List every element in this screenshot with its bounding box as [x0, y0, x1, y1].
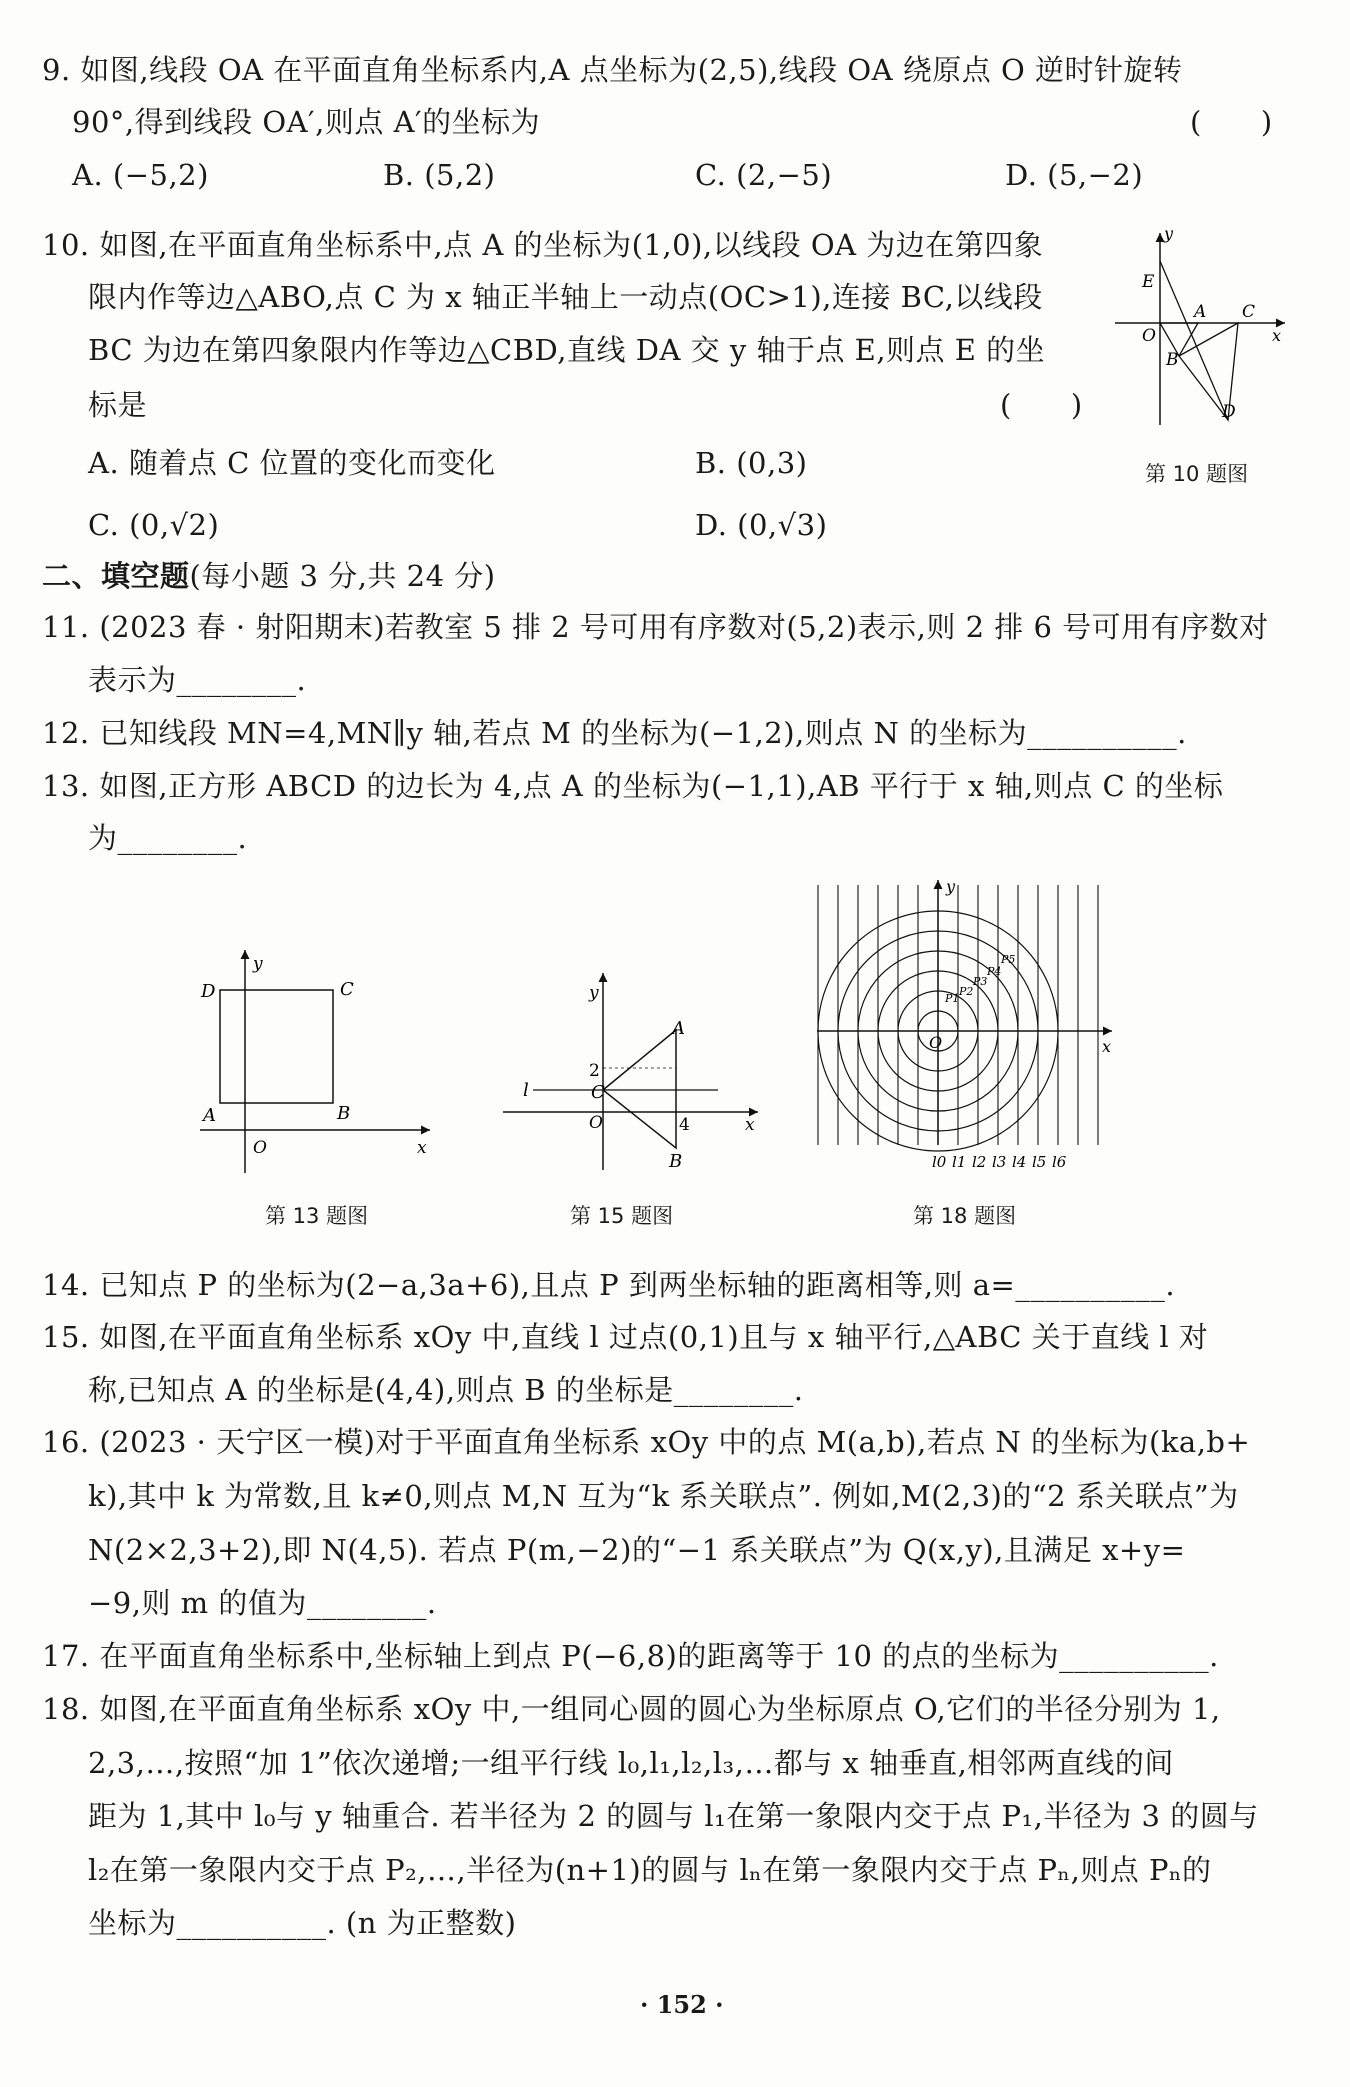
fig18-label-l0: l0 [932, 1153, 947, 1171]
q10-option-c: C. (0,√2) [88, 508, 220, 542]
fig13-label-c: C [340, 979, 354, 1000]
q9-option-b: B. (5,2) [383, 158, 496, 192]
q17-line1: 17. 在平面直角坐标系中,坐标轴上到点 P(−6,8)的距离等于 10 的点的坐标为__________. [42, 1639, 1219, 1673]
q15-line1: 15. 如图,在平面直角坐标系 xOy 中,直线 l 过点(0,1)且与 x 轴平行,△ABC 关于直线 l 对 [42, 1320, 1209, 1354]
fig18-label-p5: P5 [1001, 953, 1016, 966]
fig15-label-2: 2 [589, 1061, 600, 1081]
fig13-label-y: y [253, 954, 263, 974]
fig18-label-y: y [946, 877, 956, 896]
fig13-label-x: x [417, 1138, 427, 1158]
fig18-label-l2: l2 [972, 1153, 987, 1171]
q9-option-a: A. (−5,2) [72, 158, 209, 192]
fig15-label-y: y [589, 983, 599, 1003]
fig13-label-o: O [253, 1138, 267, 1158]
q11-line1: 11. (2023 春 · 射阳期末)若教室 5 排 2 号可用有序数对(5,2)表示,则 2 排 6 号可用有序数对 [42, 610, 1269, 644]
fig13-label-d: D [201, 981, 216, 1002]
fig10-label-a: A [1194, 302, 1207, 322]
q16-line4: −9,则 m 的值为________. [88, 1586, 437, 1620]
fig10-label-o: O [1142, 326, 1156, 346]
fig18-label-p3: P3 [973, 975, 988, 988]
q13-line2: 为________. [88, 821, 248, 855]
q10-caption: 第 10 题图 [1145, 462, 1249, 486]
q18-line5: 坐标为__________. (n 为正整数) [88, 1906, 517, 1940]
q18-line3: 距为 1,其中 l₀与 y 轴重合. 若半径为 2 的圆与 l₁在第一象限内交于点 P₁,半径为 3 的圆与 [88, 1799, 1259, 1833]
q9-option-c: C. (2,−5) [695, 158, 833, 192]
page-number: · 152 · [640, 1990, 724, 2019]
q10-option-a: A. 随着点 C 位置的变化而变化 [88, 446, 496, 480]
fig18-label-o: O [929, 1033, 943, 1052]
q18-line4: l₂在第一象限内交于点 P₂,…,半径为(n+1)的圆与 lₙ在第一象限内交于点 Pₙ,则点 Pₙ的 [88, 1853, 1212, 1887]
fig10-label-y: y [1164, 225, 1174, 243]
q18-line1: 18. 如图,在平面直角坐标系 xOy 中,一组同心圆的圆心为坐标原点 O,它们的半径分别为 1, [42, 1692, 1221, 1726]
q15-figure [493, 970, 763, 1175]
q10-option-b: B. (0,3) [695, 446, 808, 480]
q11-line2: 表示为________. [88, 663, 307, 697]
q13-line1: 13. 如图,正方形 ABCD 的边长为 4,点 A 的坐标为(−1,1),AB 平行于 x 轴,则点 C 的坐标 [42, 769, 1224, 803]
fig18-label-l6: l6 [1052, 1153, 1067, 1171]
q10-line4: 标是 [88, 388, 148, 422]
q16-line2: k),其中 k 为常数,且 k≠0,则点 M,N 互为“k 系关联点”. 例如,M(2,3)的“2 系关联点”为 [88, 1479, 1239, 1513]
fig15-label-4: 4 [679, 1115, 690, 1135]
fig15-label-x: x [745, 1115, 755, 1135]
fig18-label-p4: P4 [987, 965, 1002, 978]
fig15-label-b: B [669, 1151, 683, 1172]
q10-figure [1110, 225, 1290, 430]
section2-heading [42, 556, 496, 596]
q13-caption: 第 13 题图 [265, 1204, 369, 1228]
fig18-label-l3: l3 [992, 1153, 1007, 1171]
fig10-label-d: D [1222, 402, 1236, 422]
fig10-label-b: B [1166, 350, 1179, 370]
fig18-label-x: x [1102, 1037, 1112, 1056]
fig18-label-p2: P2 [959, 985, 974, 998]
q14-line1: 14. 已知点 P 的坐标为(2−a,3a+6),且点 P 到两坐标轴的距离相等,则 a=__________. [42, 1268, 1176, 1302]
fig10-label-x: x [1272, 326, 1282, 345]
fig18-label-l5: l5 [1032, 1153, 1047, 1171]
q18-caption: 第 18 题图 [913, 1204, 1017, 1228]
fig18-label-p1: P1 [945, 992, 960, 1005]
q10-line3: BC 为边在第四象限内作等边△CBD,直线 DA 交 y 轴于点 E,则点 E 的坐 [88, 333, 1046, 367]
q10-option-d: D. (0,√3) [695, 508, 828, 542]
q10-paren: ( ) [1000, 388, 1083, 422]
q9-option-d: D. (5,−2) [1005, 158, 1144, 192]
q10-line2: 限内作等边△ABO,点 C 为 x 轴正半轴上一动点(OC>1),连接 BC,以线段 [88, 280, 1043, 314]
fig15-label-l: l [523, 1080, 529, 1101]
section2-title: 二、填空题 [42, 559, 190, 593]
fig15-label-a: A [672, 1018, 685, 1039]
q16-line1: 16. (2023 · 天宁区一模)对于平面直角坐标系 xOy 中的点 M(a,b),若点 N 的坐标为(ka,b+ [42, 1425, 1251, 1459]
fig18-label-l4: l4 [1012, 1153, 1027, 1171]
q9-paren: ( ) [1190, 105, 1273, 139]
q16-line3: N(2×2,3+2),即 N(4,5). 若点 P(m,−2)的“−1 系关联点”为 Q(x,y),且满足 x+y= [88, 1533, 1186, 1567]
fig15-label-o: O [589, 1113, 603, 1133]
fig10-label-e: E [1142, 272, 1155, 292]
q18-figure [812, 875, 1127, 1185]
section2-note: (每小题 3 分,共 24 分) [189, 559, 496, 593]
fig13-label-b: B [337, 1103, 351, 1124]
q13-figure [195, 945, 440, 1175]
fig13-label-a: A [203, 1105, 216, 1126]
q18-line2: 2,3,…,按照“加 1”依次递增;一组平行线 l₀,l₁,l₂,l₃,…都与 x 轴垂直,相邻两直线的间 [88, 1746, 1174, 1780]
q10-line1: 10. 如图,在平面直角坐标系中,点 A 的坐标为(1,0),以线段 OA 为边在第四象 [42, 228, 1044, 262]
q9-line2: 90°,得到线段 OA′,则点 A′的坐标为 [72, 105, 541, 139]
fig18-label-l1: l1 [952, 1153, 967, 1171]
q15-caption: 第 15 题图 [570, 1204, 674, 1228]
q9-line1: 9. 如图,线段 OA 在平面直角坐标系内,A 点坐标为(2,5),线段 OA 绕原点 O 逆时针旋转 [42, 53, 1183, 87]
q12-line1: 12. 已知线段 MN=4,MN∥y 轴,若点 M 的坐标为(−1,2),则点 N 的坐标为__________. [42, 716, 1187, 750]
q15-line2: 称,已知点 A 的坐标是(4,4),则点 B 的坐标是________. [88, 1373, 804, 1407]
fig15-label-c: C [591, 1082, 605, 1103]
fig10-label-c: C [1242, 302, 1256, 322]
